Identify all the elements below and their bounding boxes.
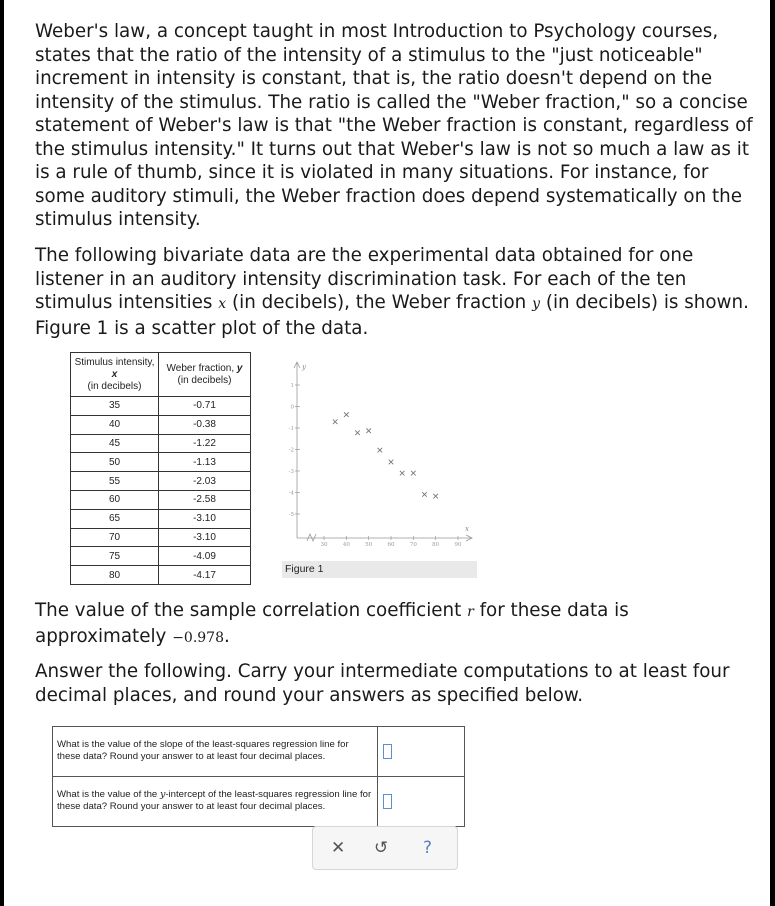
answer-toolbar	[312, 826, 458, 870]
table-row: 55 -2.03	[71, 472, 251, 491]
var-y: y	[532, 296, 541, 312]
slope-answer-input[interactable]	[383, 744, 392, 759]
header-weber-fraction: Weber fraction, y (in decibels)	[159, 353, 251, 397]
data-point	[411, 471, 416, 476]
table-row: 75 -4.09	[71, 547, 251, 566]
x-tick-label: 80	[432, 542, 440, 548]
y-tick-label: -4	[288, 490, 294, 497]
correlation-paragraph: The value of the sample correlation coefficient r for these data is approximately −0.978.	[35, 600, 629, 647]
x-tick-label: 90	[454, 542, 462, 548]
table-row: 65 -3.10	[71, 509, 251, 528]
x-tick-label: 60	[387, 542, 395, 548]
intro-paragraph: Weber's law, a concept taught in most Introduction to Psychology courses, states that the ratio of the intensity of a stimulus to the "just noticeable" increment in intensity is constant, that is, the ratio doesn't depend on the intensity of the stimulus. The ratio is called the "Weber fraction," so a concise statement of Weber's law is that "the Weber fraction is constant, regardless of the stimulus intensity." It turns out that Weber's law is not so much a law as it is a rule of thumb, since it is violated in many situations. For instance, for some auditory stimuli, the Weber fraction does depend systematically on the stimulus intensity.	[35, 21, 753, 230]
question-slope-text: What is the value of the slope of the least-squares regression line for these data? Round your answer to at least four decimal places.	[53, 727, 378, 777]
scatter-plot	[282, 357, 482, 552]
x-tick-label: 40	[342, 542, 350, 548]
question-intercept-text: What is the value of the y-intercept of the least-squares regression line for these data? Round your answer to at least four decimal places.	[53, 777, 378, 827]
data-description-paragraph: The following bivariate data are the experimental data obtained for one listener in an auditory intensity discrimination task. For each of the ten stimulus intensities x (in decibels), the Weber fraction y (in decibels) is shown. Figure 1 is a scatter plot of the data.	[35, 245, 749, 339]
y-tick-label: 0	[290, 404, 294, 411]
data-point	[333, 419, 338, 424]
table-row: 80 -4.17	[71, 566, 251, 585]
x-tick-label: 30	[320, 542, 328, 548]
help-button[interactable]: ?	[423, 838, 433, 858]
table-row: 35 -0.71	[71, 397, 251, 416]
intercept-answer-input[interactable]	[383, 794, 392, 809]
question-row-slope	[53, 727, 465, 777]
x-axis-break	[307, 534, 316, 541]
header-stimulus-intensity: Stimulus intensity, x (in decibels)	[71, 353, 159, 397]
y-tick-label: -5	[288, 512, 294, 518]
data-point	[422, 492, 427, 497]
x-tick-label: 70	[409, 542, 417, 548]
question-row-intercept	[53, 777, 465, 827]
table-row: 45 -1.22	[71, 434, 251, 453]
table-row: 60 -2.58	[71, 490, 251, 509]
table-row: 50 -1.13	[71, 453, 251, 472]
data-point	[344, 412, 349, 417]
figure-caption: Figure 1	[282, 561, 477, 578]
undo-button[interactable]: ↺	[374, 838, 389, 858]
correlation-value: −0.978	[172, 629, 224, 646]
table-row: 70 -3.10	[71, 528, 251, 547]
data-table	[70, 352, 251, 585]
data-point	[355, 430, 360, 435]
data-point	[389, 460, 394, 465]
y-axis-label: y	[302, 363, 306, 371]
instructions-paragraph: Answer the following. Carry your intermediate computations to at least four decimal places, and round your answers as specified below.	[35, 661, 730, 706]
data-point	[378, 448, 383, 453]
clear-button[interactable]: ✕	[331, 838, 346, 858]
y-tick-label: -3	[288, 469, 294, 475]
x-axis-label: x	[465, 525, 469, 533]
var-x: x	[218, 296, 227, 312]
y-tick-label: -1	[288, 426, 294, 432]
right-border	[770, 0, 775, 906]
left-border	[0, 0, 4, 906]
y-tick-label: 1	[290, 383, 294, 389]
questions-table	[52, 726, 465, 827]
data-point	[400, 471, 405, 476]
data-point	[433, 494, 438, 499]
y-tick-label: -2	[288, 447, 294, 454]
var-r: r	[467, 604, 474, 620]
data-point	[366, 428, 371, 433]
table-row: 40 -0.38	[71, 415, 251, 434]
x-tick-label: 50	[365, 542, 373, 548]
